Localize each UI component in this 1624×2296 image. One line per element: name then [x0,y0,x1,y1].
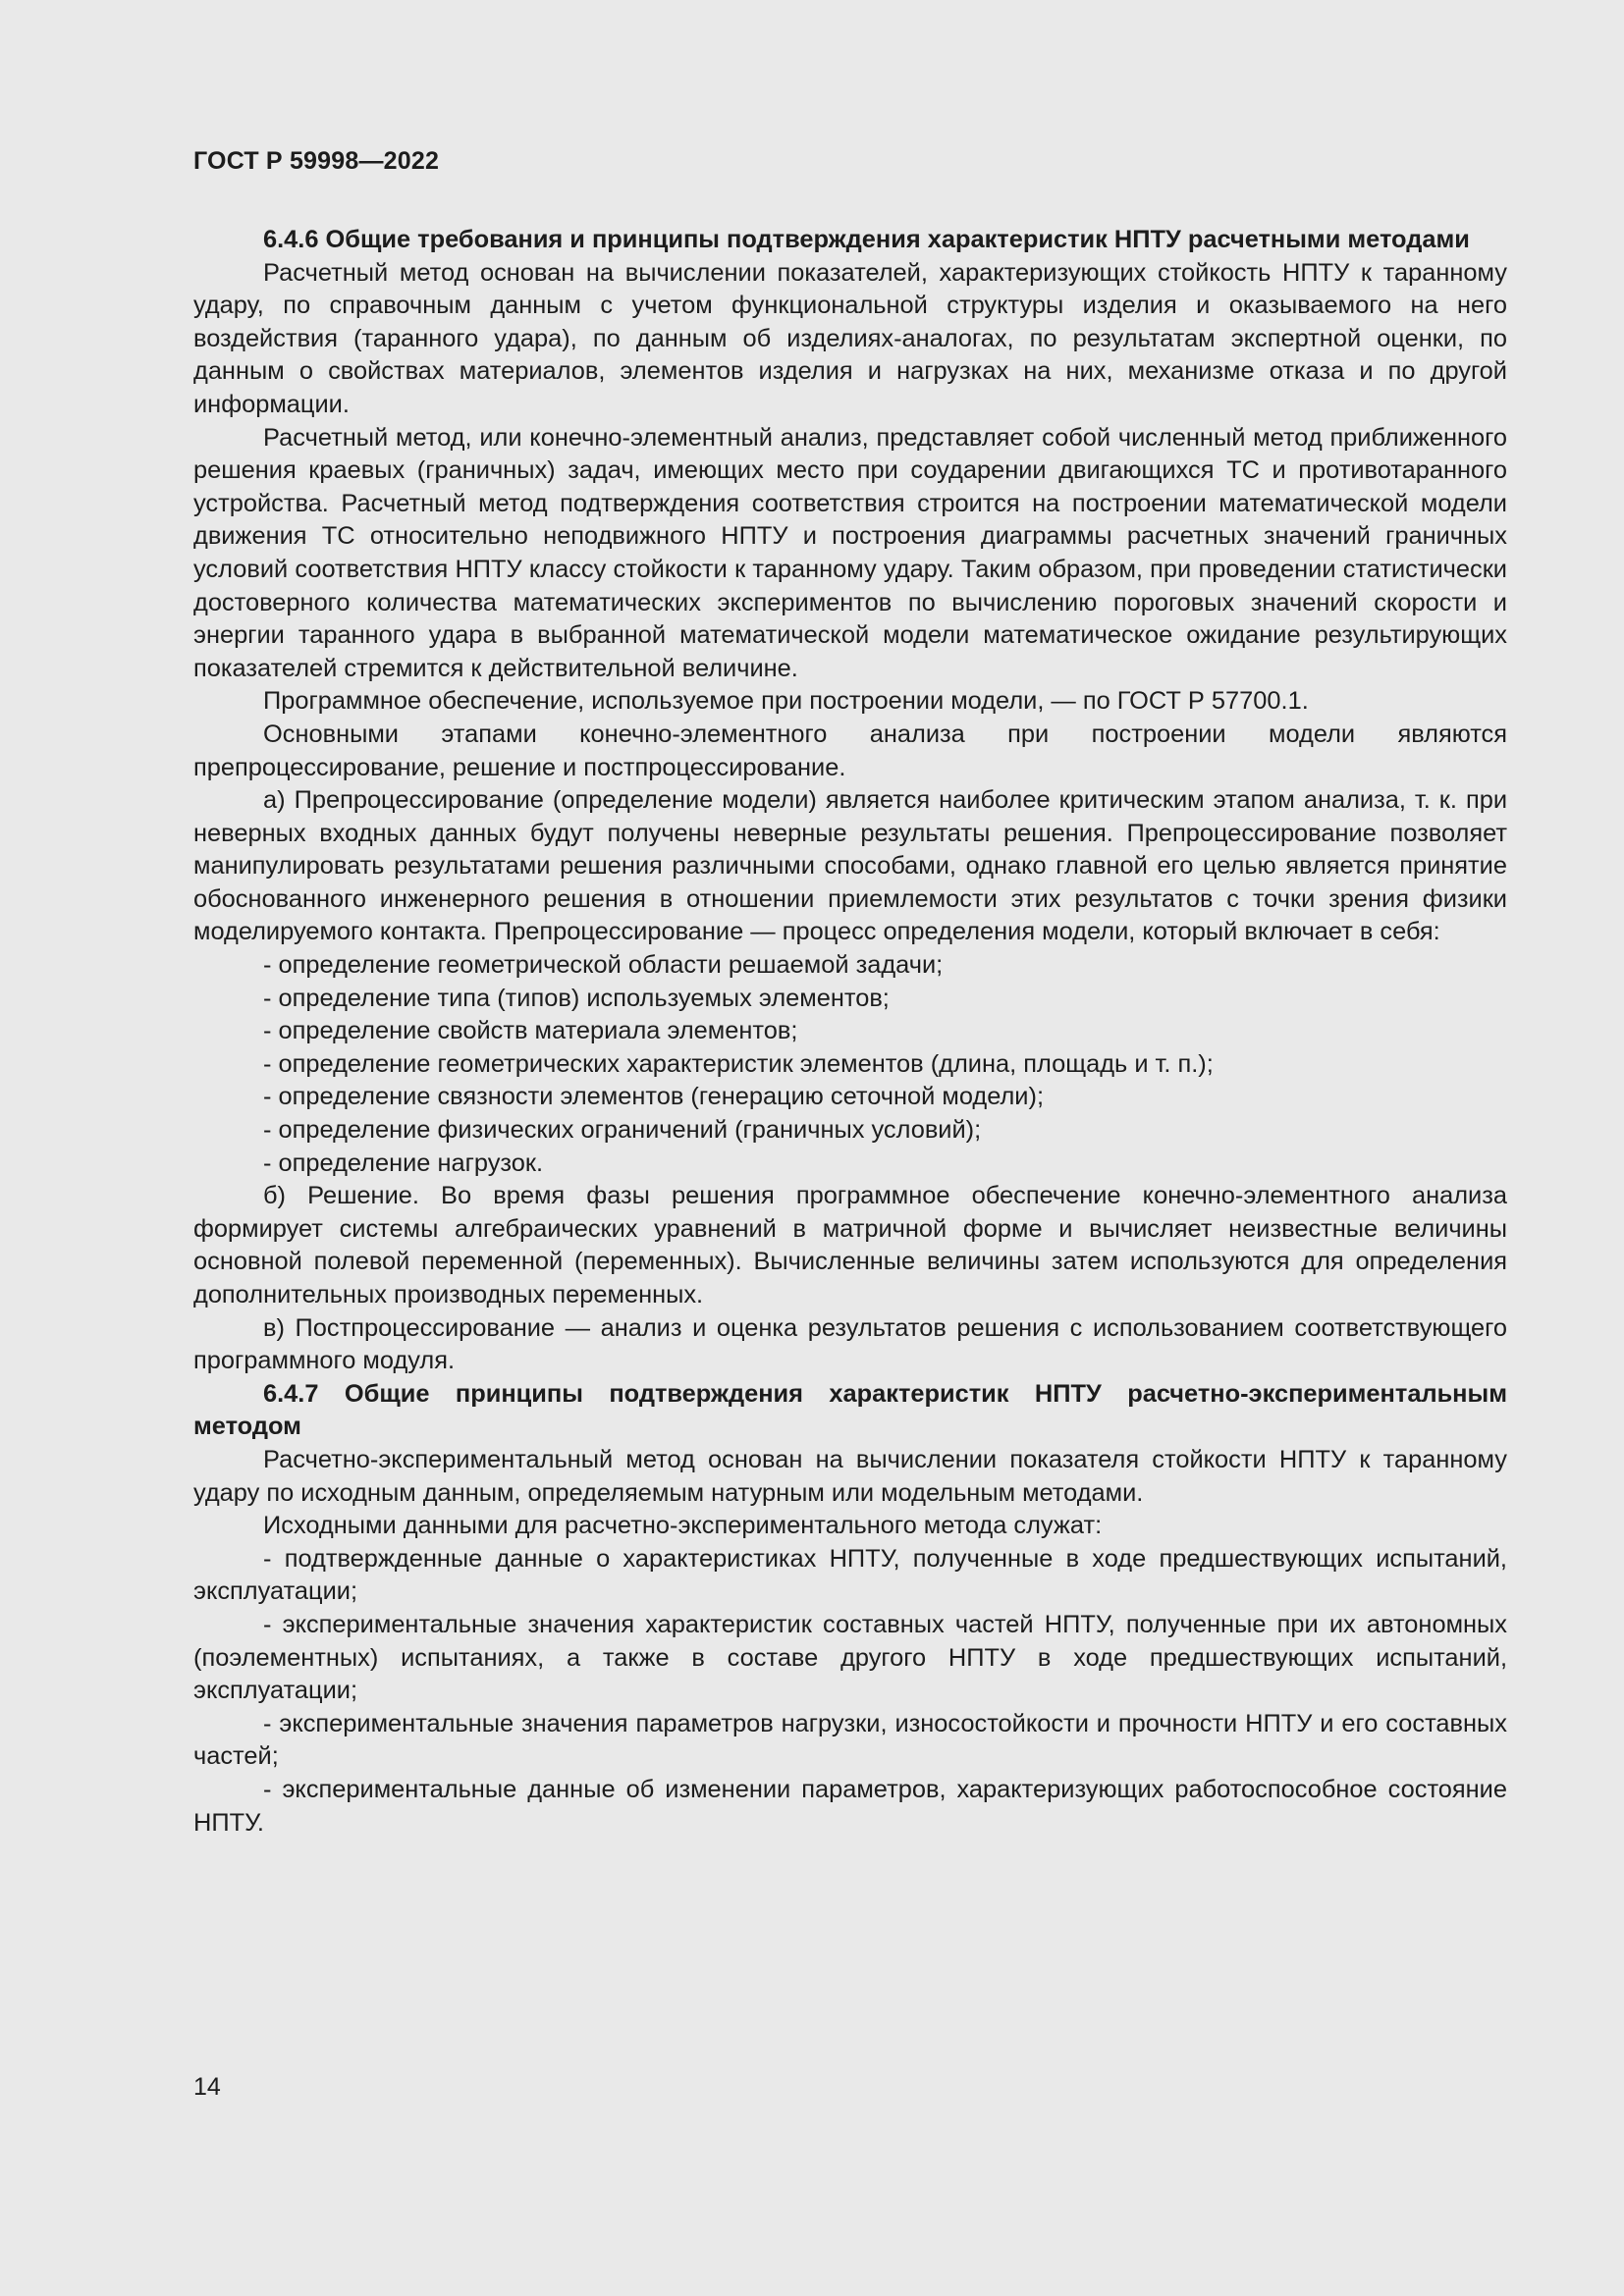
list-item: - определение геометрических характеристик элементов (длина, площадь и т. п.); [263,1049,1214,1078]
section-heading-6-4-6: 6.4.6 Общие требования и принципы подтверждения характеристик НПТУ расчетными методами [263,226,1470,253]
list-item: - экспериментальные значения параметров нагрузки, износостойкости и прочности НПТУ и его составных частей; [193,1709,1507,1771]
paragraph: Расчетный метод, или конечно-элементный анализ, представляет собой численный метод приближенного решения краевых (граничных) задач, имеющих место при соударении двигающихся ТС и противотаранного устройства. Расчетный метод подтверждения соответствия строится на построении математической модели движения ТС относительно неподвижного НПТУ и построения диаграммы расчетных значений граничных условий соответствия НПТУ классу стойкости к таранному удару. Таким образом, при проведении статистически достоверного количества математических экспериментов по вычислению пороговых значений скорости и энергии таранного удара в выбранной математической модели математическое ожидание результирующих показателей стремится к действительной величине. [193,423,1507,682]
paragraph: Расчетно-экспериментальный метод основан на вычислении показателя стойкости НПТУ к таранному удару по исходным данным, определяемым натурным или модельным методами. [193,1445,1507,1507]
list-item: - определение связности элементов (генерацию сеточной модели); [263,1083,1045,1111]
paragraph: Исходными данными для расчетно-экспериментального метода служат: [263,1512,1103,1540]
paragraph: Основными этапами конечно-элементного анализа при построении модели являются препроцессирование, решение и постпроцессирование. [193,720,1507,781]
paragraph: б) Решение. Во время фазы решения программное обеспечение конечно-элементного анализа формирует системы алгебраических уравнений в матричной форме и вычисляет неизвестные величины основной полевой переменной (переменных). Вычисленные величины затем используются для определения дополнительных производных переменных. [193,1182,1507,1308]
list-item: - определение типа (типов) используемых элементов; [263,984,890,1012]
list-item: - экспериментальные данные об изменении параметров, характеризующих работоспособное состояние НПТУ. [193,1775,1507,1837]
section-heading-6-4-7: 6.4.7 Общие принципы подтверждения характеристик НПТУ расчетно-экспериментальным методом [193,1379,1507,1441]
paragraph: в) Постпроцессирование — анализ и оценка результатов решения с использованием соответствующего программного модуля. [193,1313,1507,1375]
list-item: - определение геометрической области решаемой задачи; [263,951,944,980]
list-item: - определение физических ограничений (граничных условий); [263,1116,982,1145]
list-item: - определение нагрузок. [263,1148,544,1177]
paragraph: Расчетный метод основан на вычислении показателей, характеризующих стойкость НПТУ к таранному удару, по справочным данным с учетом функциональной структуры изделия и оказываемого на него воздействия (таранного удара), по данным об изделиях-аналогах, по результатам экспертной оценки, по данным о свойствах материалов, элементов изделия и нагрузках на них, механизме отказа и по другой информации. [193,258,1507,418]
document-header: ГОСТ Р 59998—2022 [193,147,440,175]
list-item: - экспериментальные значения характеристик составных частей НПТУ, полученные при их автономных (поэлементных) испытаниях, а также в составе другого НПТУ в ходе предшествующих испытаний, эксплуатации; [193,1610,1507,1705]
paragraph: а) Препроцессирование (определение модели) является наиболее критическим этапом анализа, т. к. при неверных входных данных будут получены неверные результаты решения. Препроцессирование позволяет манипулировать результатами решения различными способами, однако главной его целью является принятие обоснованного инженерного решения в отношении приемлемости этих результатов с точки зрения физики моделируемого контакта. Препроцессирование — процесс определения модели, который включает в себя: [193,786,1507,946]
list-item: - определение свойств материала элементов; [263,1017,798,1045]
page-number: 14 [193,2073,221,2101]
paragraph: Программное обеспечение, используемое при построении модели, — по ГОСТ Р 57700.1. [263,687,1309,716]
page-body [193,224,1507,1840]
list-item: - подтвержденные данные о характеристиках НПТУ, полученные в ходе предшествующих испытаний, эксплуатации; [193,1544,1507,1606]
